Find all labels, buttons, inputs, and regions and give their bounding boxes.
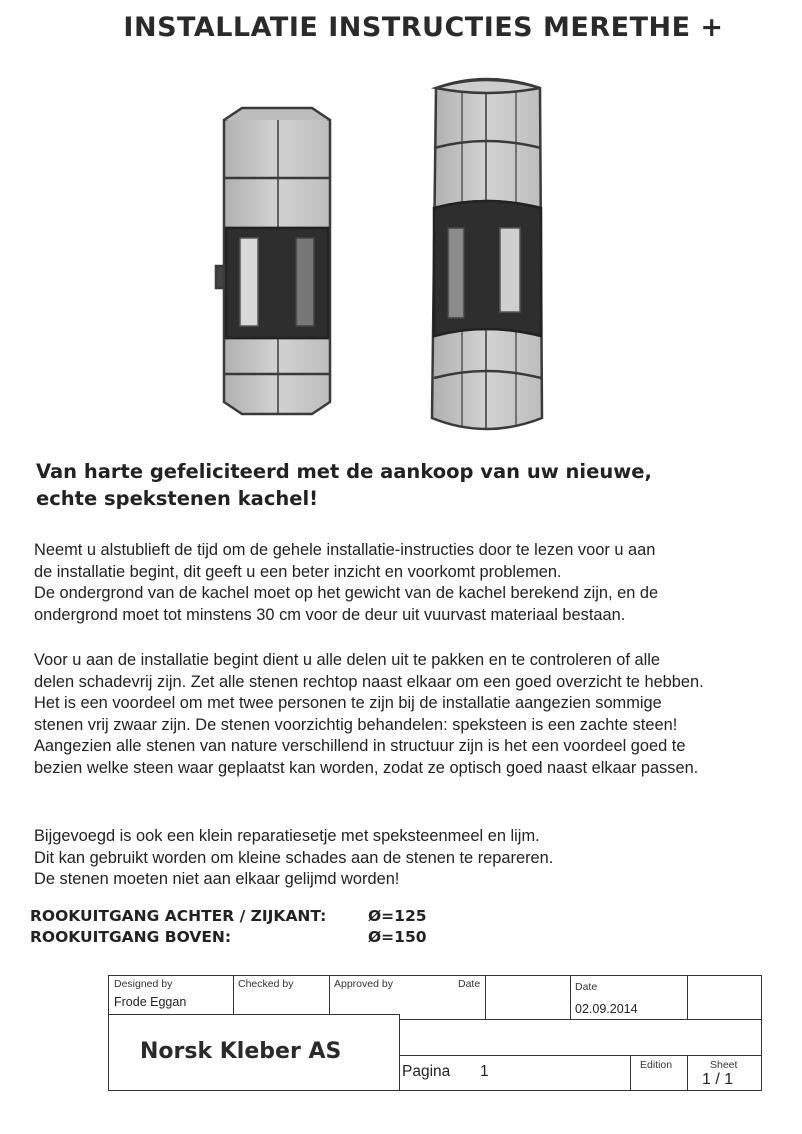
stove-illustrations [200,68,560,448]
paragraph-repair-kit [34,826,794,891]
heading-line-2: echte spekstenen kachel! [36,487,319,510]
paragraph-line: Neemt u alstublieft de tijd om de gehele installatie-instructies door te lezen voor u aan [34,541,656,559]
spec-value: Ø=125 [368,907,427,925]
edition-caption: Edition [640,1059,673,1071]
pagina-value: 1 [480,1063,489,1080]
designed-by-value: Frode Eggan [114,995,187,1009]
spec-row-rear-side [30,906,450,927]
drawing-title-block [108,975,762,1091]
page-title: INSTALLATIE INSTRUCTIES MERETHE + [123,12,724,43]
spec-label: ROOKUITGANG BOVEN: [30,928,232,946]
paragraph-line: De stenen moeten niet aan elkaar gelijmd worden! [34,870,400,888]
flue-outlet-specs [30,906,450,948]
sheet-value: 1 / 1 [702,1071,734,1088]
date-value: 02.09.2014 [575,1002,638,1016]
heading-line-1: Van harte gefeliciteerd met de aankoop van uw nieuwe, [36,460,652,483]
spec-label: ROOKUITGANG ACHTER / ZIJKANT: [30,907,327,925]
paragraph-line: stenen vrij zwaar zijn. De stenen voorzichtig behandelen: speksteen is een zachte steen! [34,715,678,734]
congratulations-heading [36,458,756,512]
paragraph-preparation [34,540,794,626]
paragraph-line: de installatie begint, dit geeft u een beter inzicht en voorkomt problemen. [34,562,562,581]
paragraph-line: Voor u aan de installatie begint dient u alle delen uit te pakken en te controleren of alle [34,651,661,669]
checked-by-caption: Checked by [238,978,294,990]
paragraph-unpacking [34,650,794,779]
paragraph-line: De ondergrond van de kachel moet op het gewicht van de kachel berekend zijn, en de [34,584,659,602]
paragraph-line: Bijgevoegd is ook een klein reparatiesetje met speksteenmeel en lijm. [34,827,540,845]
designed-by-caption: Designed by [114,978,173,990]
stove-front-view [432,78,542,430]
pagina-label: Pagina [402,1063,451,1080]
spec-value: Ø=150 [368,928,427,946]
paragraph-line: delen schadevrij zijn. Zet alle stenen rechtop naast elkaar om een goed overzicht te hebben. [34,672,704,691]
paragraph-line: bezien welke steen waar geplaatst kan worden, zodat ze optisch goed naast elkaar passen. [34,758,699,777]
spec-row-top [30,927,450,948]
paragraph-line: Aangezien alle stenen van nature verschillend in structuur zijn is het een voordeel goed te [34,737,686,755]
paragraph-line: Dit kan gebruikt worden om kleine schades aan de stenen te repareren. [34,848,554,867]
sheet-caption: Sheet [710,1059,738,1071]
company-name: Norsk Kleber AS [140,1039,342,1064]
date-caption: Date [575,981,598,993]
paragraph-line: ondergrond moet tot minstens 30 cm voor de deur uit vuurvast materiaal bestaan. [34,605,626,624]
approved-by-caption: Approved by [334,978,393,990]
stove-side-view [216,108,330,414]
approved-date-caption: Date [458,978,481,990]
paragraph-line: Het is een voordeel om met twee personen te zijn bij de installatie aangezien sommige [34,694,662,712]
